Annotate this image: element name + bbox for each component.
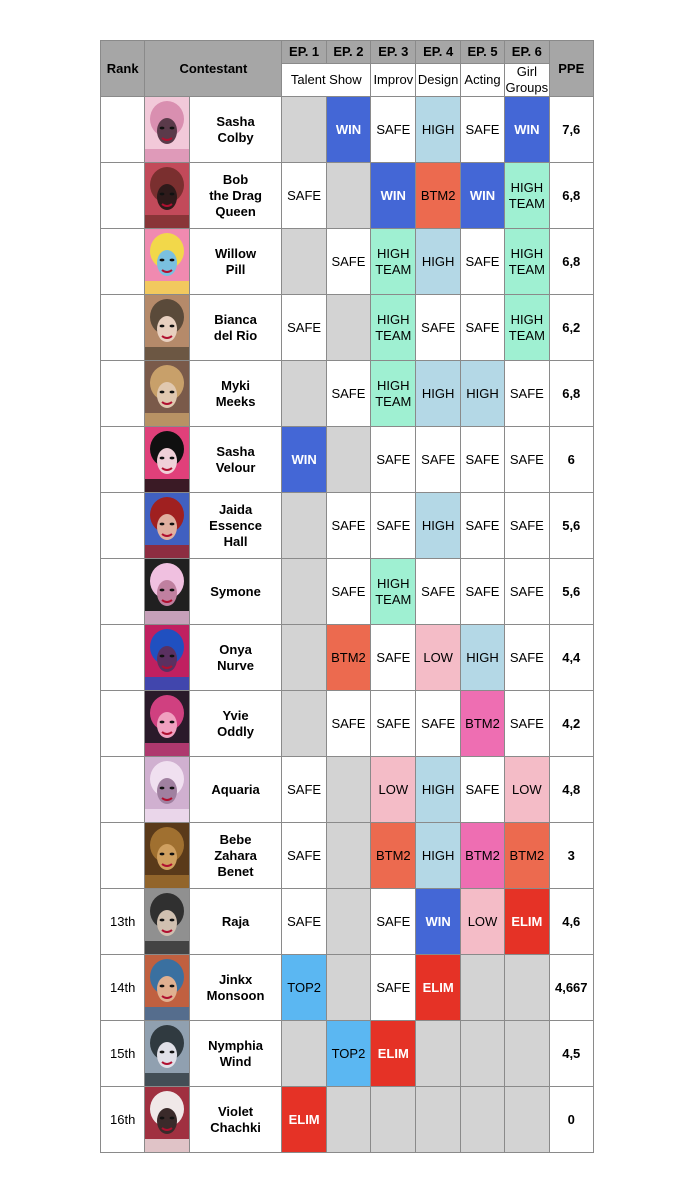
- rank-cell: 13th: [101, 889, 145, 955]
- ep4-result: SAFE: [416, 559, 460, 625]
- ppe-cell: 6,8: [549, 361, 593, 427]
- rank-cell: 15th: [101, 1021, 145, 1087]
- contestant-name: [189, 625, 282, 691]
- ppe-cell: 4,4: [549, 625, 593, 691]
- ep1-result: WIN: [282, 427, 326, 493]
- violet-chachki-photo: [145, 1087, 189, 1153]
- contestant-name-line: Chachki: [210, 1119, 261, 1135]
- ep5-result: SAFE: [460, 493, 504, 559]
- ep2-result: BTM2: [326, 625, 370, 691]
- ppe-cell: 4,5: [549, 1021, 593, 1087]
- contestant-name-line: Violet: [217, 1103, 254, 1119]
- contestant-portrait-icon: [145, 97, 189, 162]
- rank-cell: [101, 823, 145, 889]
- ep2-result: [326, 1087, 370, 1153]
- ep6-challenge: Girl Groups: [505, 64, 549, 95]
- contestant-name-line: Yvie: [222, 707, 249, 723]
- ep4-result: HIGH: [416, 757, 460, 823]
- contestant-header: Contestant: [145, 41, 282, 97]
- ep1-result: SAFE: [282, 295, 326, 361]
- rank-cell: [101, 163, 145, 229]
- contestant-name-line: del Rio: [213, 327, 258, 343]
- contestant-name-line: Jinkx: [218, 971, 253, 987]
- contestant-name-line: Bebe: [219, 831, 252, 847]
- contestant-name: [189, 889, 282, 955]
- contestant-portrait-icon: [145, 823, 189, 888]
- contestant-name-line: Oddly: [217, 723, 254, 739]
- ep3-result: SAFE: [371, 625, 416, 691]
- ep3-result: SAFE: [371, 889, 416, 955]
- ep1-result: [282, 625, 326, 691]
- ep6-result: SAFE: [505, 493, 549, 559]
- contestant-row: [101, 163, 594, 229]
- contestant-name: [189, 427, 282, 493]
- rank-cell: [101, 691, 145, 757]
- ep1-result: SAFE: [282, 823, 326, 889]
- contestant-name: [189, 361, 282, 427]
- contestant-name: [189, 1021, 282, 1087]
- ppe-cell: 6,8: [549, 229, 593, 295]
- ep3-result: HIGH TEAM: [371, 229, 416, 295]
- ep5-result: WIN: [460, 163, 504, 229]
- contestant-name-line: Nymphia: [208, 1037, 264, 1053]
- contestant-name: [189, 559, 282, 625]
- ep4-result: BTM2: [416, 163, 460, 229]
- contestant-name-line: the Drag: [209, 187, 262, 203]
- contestant-name: [189, 1087, 282, 1153]
- rank-cell: [101, 427, 145, 493]
- ep5-result: [460, 955, 504, 1021]
- ep1-result: SAFE: [282, 163, 326, 229]
- ep4-result: HIGH: [416, 97, 460, 163]
- ep5-result: BTM2: [460, 691, 504, 757]
- ep2-result: [326, 427, 370, 493]
- ep3-result: HIGH TEAM: [371, 361, 416, 427]
- ep1-result: TOP2: [282, 955, 326, 1021]
- ep6-result: WIN: [505, 97, 549, 163]
- ep5-result: HIGH: [460, 625, 504, 691]
- ep5-result: SAFE: [460, 229, 504, 295]
- ep5-result: SAFE: [460, 559, 504, 625]
- contestant-name: [189, 295, 282, 361]
- ep2-result: [326, 295, 370, 361]
- ep2-result: WIN: [326, 97, 370, 163]
- contestant-portrait-icon: [145, 361, 189, 426]
- ep6-result: SAFE: [505, 427, 549, 493]
- ppe-cell: 4,667: [549, 955, 593, 1021]
- contestant-name: [189, 823, 282, 889]
- ep2-result: SAFE: [326, 691, 370, 757]
- ep4-result: HIGH: [416, 361, 460, 427]
- contestant-name-line: Symone: [210, 583, 261, 599]
- contestant-name-line: Aquaria: [211, 781, 260, 797]
- ep2-result: SAFE: [326, 559, 370, 625]
- ppe-cell: 4,8: [549, 757, 593, 823]
- ep5-result: LOW: [460, 889, 504, 955]
- ep6-header: EP. 6: [505, 41, 549, 64]
- ep5-result: BTM2: [460, 823, 504, 889]
- ranking-table: [100, 40, 594, 1153]
- contestant-name-line: Bob: [222, 171, 249, 187]
- ep5-result: SAFE: [460, 97, 504, 163]
- contestant-row: [101, 229, 594, 295]
- ep4-result: ELIM: [416, 955, 460, 1021]
- bianca-del-rio-photo: [145, 295, 189, 361]
- ep1-result: ELIM: [282, 1087, 326, 1153]
- contestant-row: [101, 97, 594, 163]
- ep5-result: HIGH: [460, 361, 504, 427]
- ep6-result: HIGH TEAM: [505, 295, 549, 361]
- contestant-name-line: Bianca: [214, 311, 257, 327]
- sasha-velour-photo: [145, 427, 189, 493]
- rank-cell: [101, 757, 145, 823]
- jaida-essence-hall-photo: [145, 493, 189, 559]
- ep4-result: HIGH: [416, 493, 460, 559]
- contestant-row: [101, 427, 594, 493]
- ppe-cell: 5,6: [549, 493, 593, 559]
- ep3-result: SAFE: [371, 691, 416, 757]
- ep1-result: SAFE: [282, 889, 326, 955]
- ep6-result: [505, 1021, 549, 1087]
- rank-cell: [101, 295, 145, 361]
- ppe-header: PPE: [549, 41, 593, 97]
- ppe-cell: 6,8: [549, 163, 593, 229]
- ep1-result: [282, 559, 326, 625]
- contestant-portrait-icon: [145, 427, 189, 492]
- ep4-result: SAFE: [416, 295, 460, 361]
- ep1-result: [282, 493, 326, 559]
- contestant-portrait-icon: [145, 1021, 189, 1086]
- ppe-cell: 0: [549, 1087, 593, 1153]
- contestant-row: [101, 625, 594, 691]
- contestant-row: [101, 823, 594, 889]
- ep2-result: [326, 163, 370, 229]
- ep1-result: [282, 229, 326, 295]
- ep6-result: SAFE: [505, 691, 549, 757]
- contestant-name: [189, 97, 282, 163]
- contestant-portrait-icon: [145, 163, 189, 228]
- rank-header: Rank: [101, 41, 145, 97]
- contestant-name: [189, 757, 282, 823]
- ppe-cell: 6: [549, 427, 593, 493]
- ep6-result: [505, 955, 549, 1021]
- ep5-result: SAFE: [460, 295, 504, 361]
- aquaria-photo: [145, 757, 189, 823]
- contestant-row: [101, 691, 594, 757]
- contestant-name-line: Sasha: [216, 443, 255, 459]
- contestant-name-line: Essence: [209, 517, 262, 533]
- ppe-cell: 4,6: [549, 889, 593, 955]
- ep5-result: [460, 1087, 504, 1153]
- contestant-portrait-icon: [145, 955, 189, 1020]
- ppe-cell: 5,6: [549, 559, 593, 625]
- contestant-name-line: Willow: [215, 245, 257, 261]
- contestant-portrait-icon: [145, 691, 189, 756]
- ep6-result: SAFE: [505, 559, 549, 625]
- ep5-result: SAFE: [460, 757, 504, 823]
- contestant-name-line: Queen: [215, 203, 256, 219]
- contestant-row: [101, 1087, 594, 1153]
- contestant-row: [101, 757, 594, 823]
- ppe-cell: 3: [549, 823, 593, 889]
- ep6-result: SAFE: [505, 361, 549, 427]
- ep6-result: HIGH TEAM: [505, 229, 549, 295]
- ep4-result: HIGH: [416, 823, 460, 889]
- contestant-row: [101, 493, 594, 559]
- contestant-name-line: Nurve: [217, 657, 254, 673]
- contestant-name-line: Onya: [219, 641, 252, 657]
- rank-cell: 16th: [101, 1087, 145, 1153]
- ep3-challenge: Improv: [371, 64, 416, 97]
- ep1-result: [282, 97, 326, 163]
- contestant-name-line: Raja: [221, 913, 250, 929]
- ep2-result: SAFE: [326, 229, 370, 295]
- rank-cell: [101, 361, 145, 427]
- ep5-result: [460, 1021, 504, 1087]
- contestant-name-line: Zahara: [214, 847, 257, 863]
- yvie-oddly-photo: [145, 691, 189, 757]
- contestant-portrait-icon: [145, 493, 189, 558]
- ep1-result: [282, 1021, 326, 1087]
- contestant-row: [101, 955, 594, 1021]
- ep2-result: SAFE: [326, 493, 370, 559]
- ep2-result: [326, 955, 370, 1021]
- ep4-header: EP. 4: [416, 41, 460, 64]
- sasha-colby-photo: [145, 97, 189, 163]
- ep1-result: [282, 691, 326, 757]
- ep3-result: SAFE: [371, 493, 416, 559]
- rank-cell: [101, 625, 145, 691]
- contestant-row: [101, 559, 594, 625]
- contestant-name-line: Jaida: [218, 501, 253, 517]
- ep2-result: [326, 823, 370, 889]
- ep4-result: WIN: [416, 889, 460, 955]
- contestant-name-line: Monsoon: [206, 987, 265, 1003]
- ppe-cell: 6,2: [549, 295, 593, 361]
- rank-cell: [101, 229, 145, 295]
- contestant-name-line: Pill: [225, 261, 246, 277]
- ep5-challenge: Acting: [460, 64, 504, 97]
- ep2-result: SAFE: [326, 361, 370, 427]
- ep4-result: HIGH: [416, 229, 460, 295]
- ep3-result: LOW: [371, 757, 416, 823]
- contestant-name-line: Meeks: [215, 393, 256, 409]
- contestant-row: [101, 1021, 594, 1087]
- symone-photo: [145, 559, 189, 625]
- contestant-name: [189, 229, 282, 295]
- onya-nurve-photo: [145, 625, 189, 691]
- ep2-result: [326, 757, 370, 823]
- ep6-result: SAFE: [505, 625, 549, 691]
- rank-cell: [101, 493, 145, 559]
- ep4-result: [416, 1087, 460, 1153]
- ep3-header: EP. 3: [371, 41, 416, 64]
- ep6-result: ELIM: [505, 889, 549, 955]
- contestant-name-line: Colby: [217, 129, 254, 145]
- contestant-name-line: Benet: [217, 863, 254, 879]
- contestant-name: [189, 955, 282, 1021]
- contestant-name-line: Velour: [215, 459, 256, 475]
- contestant-portrait-icon: [145, 889, 189, 954]
- ep2-result: [326, 889, 370, 955]
- rank-cell: 14th: [101, 955, 145, 1021]
- myki-meeks-photo: [145, 361, 189, 427]
- jinkx-monsoon-photo: [145, 955, 189, 1021]
- contestant-name: [189, 163, 282, 229]
- raja-photo: [145, 889, 189, 955]
- ep3-result: ELIM: [371, 1021, 416, 1087]
- ep6-result: LOW: [505, 757, 549, 823]
- ep4-result: [416, 1021, 460, 1087]
- contestant-name-line: Myki: [221, 377, 251, 393]
- bob-the-drag-queen-photo: [145, 163, 189, 229]
- ep2-header: EP. 2: [326, 41, 370, 64]
- contestant-portrait-icon: [145, 559, 189, 624]
- bebe-zahara-benet-photo: [145, 823, 189, 889]
- ep3-result: WIN: [371, 163, 416, 229]
- ep3-result: [371, 1087, 416, 1153]
- rank-cell: [101, 97, 145, 163]
- ep3-result: SAFE: [371, 97, 416, 163]
- ep3-result: BTM2: [371, 823, 416, 889]
- ep6-result: BTM2: [505, 823, 549, 889]
- ep1-header: EP. 1: [282, 41, 326, 64]
- contestant-portrait-icon: [145, 1087, 189, 1152]
- willow-pill-photo: [145, 229, 189, 295]
- contestant-portrait-icon: [145, 295, 189, 360]
- ep4-result: SAFE: [416, 691, 460, 757]
- contestant-name-line: Sasha: [216, 113, 255, 129]
- ep1-result: [282, 361, 326, 427]
- ep1-result: SAFE: [282, 757, 326, 823]
- ep6-result: [505, 1087, 549, 1153]
- ep4-result: LOW: [416, 625, 460, 691]
- contestant-name-line: Hall: [223, 533, 248, 549]
- ep4-challenge: Design: [416, 64, 460, 97]
- contestant-row: [101, 295, 594, 361]
- ep5-result: SAFE: [460, 427, 504, 493]
- contestant-row: [101, 889, 594, 955]
- ep3-result: SAFE: [371, 427, 416, 493]
- contestant-row: [101, 361, 594, 427]
- ep4-result: SAFE: [416, 427, 460, 493]
- contestant-name-line: Wind: [219, 1053, 252, 1069]
- contestant-portrait-icon: [145, 229, 189, 294]
- ep6-result: HIGH TEAM: [505, 163, 549, 229]
- nymphia-wind-photo: [145, 1021, 189, 1087]
- contestant-name: [189, 691, 282, 757]
- contestant-portrait-icon: [145, 625, 189, 690]
- ep2-result: TOP2: [326, 1021, 370, 1087]
- ep3-result: SAFE: [371, 955, 416, 1021]
- ep3-result: HIGH TEAM: [371, 559, 416, 625]
- ep5-header: EP. 5: [460, 41, 504, 64]
- ppe-cell: 7,6: [549, 97, 593, 163]
- contestant-portrait-icon: [145, 757, 189, 822]
- ep3-result: HIGH TEAM: [371, 295, 416, 361]
- rank-cell: [101, 559, 145, 625]
- ppe-cell: 4,2: [549, 691, 593, 757]
- ep1-challenge: Talent Show: [282, 64, 371, 97]
- contestant-name: [189, 493, 282, 559]
